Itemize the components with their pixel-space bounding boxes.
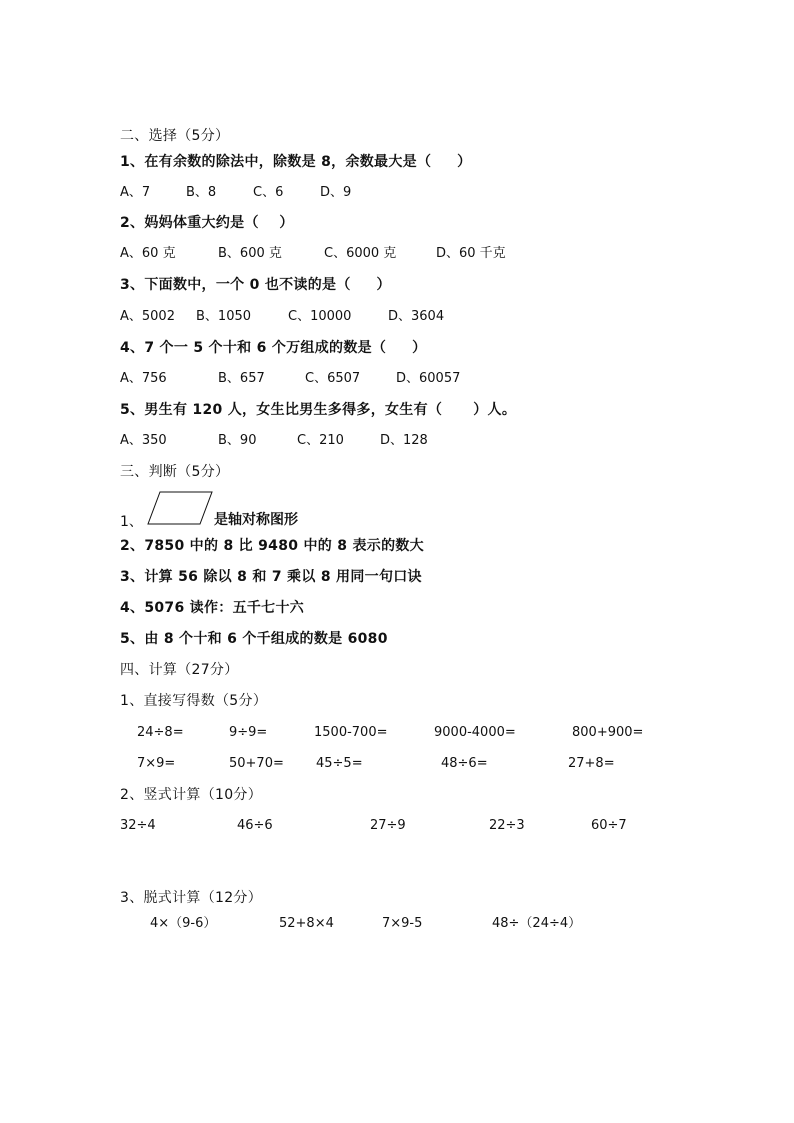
judge-item-4: 4、5076 读作：五千七十六 [120,600,305,616]
question-2-1: 1、在有余数的除法中，除数是 8，余数最大是（ ） [120,154,472,170]
oral-calc-9: 48÷6= [441,756,488,771]
question-2-2: 2、妈妈体重大约是（ ） [120,215,294,231]
question-2-5: 5、男生有 120 人，女生比男生多得多，女生有（ ）人。 [120,402,517,418]
option-2-5-a: A、350 [120,433,167,448]
option-2-1-d: D、9 [320,185,352,200]
judge-item-3: 3、计算 56 除以 8 和 7 乘以 8 用同一句口诀 [120,569,422,585]
section-4-title: 四、计算（27分） [120,662,239,678]
parallelogram-icon [146,490,214,526]
option-2-2-b: B、600 克 [218,246,282,261]
oral-calc-6: 7×9= [137,756,176,771]
part-2-title: 2、竖式计算（10分） [120,787,263,803]
option-2-5-b: B、90 [218,433,257,448]
oral-calc-8: 45÷5= [316,756,363,771]
stepwise-calc-3: 7×9-5 [382,916,423,931]
oral-calc-4: 9000-4000= [434,725,516,740]
option-2-5-c: C、210 [297,433,344,448]
judge-item-5: 5、由 8 个十和 6 个千组成的数是 6080 [120,631,388,647]
option-2-2-c: C、6000 克 [324,246,397,261]
oral-calc-1: 24÷8= [137,725,184,740]
option-2-3-b: B、1050 [196,309,252,324]
judge-item-1-number: 1、 [120,514,143,530]
option-2-4-c: C、6507 [305,371,361,386]
oral-calc-5: 800+900= [572,725,644,740]
section-2-title: 二、选择（5分） [120,128,230,144]
option-2-1-b: B、8 [186,185,217,200]
question-2-3: 3、下面数中，一个 0 也不读的是（ ） [120,277,391,293]
vertical-calc-1: 32÷4 [120,818,156,833]
part-3-title: 3、脱式计算（12分） [120,890,263,906]
part-1-title: 1、直接写得数（5分） [120,693,268,709]
option-2-4-a: A、756 [120,371,167,386]
vertical-calc-5: 60÷7 [591,818,627,833]
option-2-3-a: A、5002 [120,309,175,324]
stepwise-calc-2: 52+8×4 [279,916,334,931]
stepwise-calc-4: 48÷（24÷4） [492,916,582,931]
oral-calc-2: 9÷9= [229,725,268,740]
judge-item-1-text: 是轴对称图形 [214,512,298,528]
option-2-2-d: D、60 千克 [436,246,506,261]
option-2-3-d: D、3604 [388,309,445,324]
question-2-4: 4、7 个一 5 个十和 6 个万组成的数是（ ） [120,340,427,356]
option-2-1-c: C、6 [253,185,284,200]
judge-item-2: 2、7850 中的 8 比 9480 中的 8 表示的数大 [120,538,424,554]
option-2-5-d: D、128 [380,433,428,448]
option-2-3-c: C、10000 [288,309,352,324]
option-2-4-d: D、60057 [396,371,461,386]
stepwise-calc-1: 4×（9-6） [150,916,217,931]
oral-calc-7: 50+70= [229,756,284,771]
vertical-calc-2: 46÷6 [237,818,273,833]
oral-calc-3: 1500-700= [314,725,388,740]
vertical-calc-3: 27÷9 [370,818,406,833]
vertical-calc-4: 22÷3 [489,818,525,833]
option-2-4-b: B、657 [218,371,265,386]
option-2-2-a: A、60 克 [120,246,176,261]
option-2-1-a: A、7 [120,185,151,200]
section-3-title: 三、判断（5分） [120,464,230,480]
oral-calc-10: 27+8= [568,756,615,771]
